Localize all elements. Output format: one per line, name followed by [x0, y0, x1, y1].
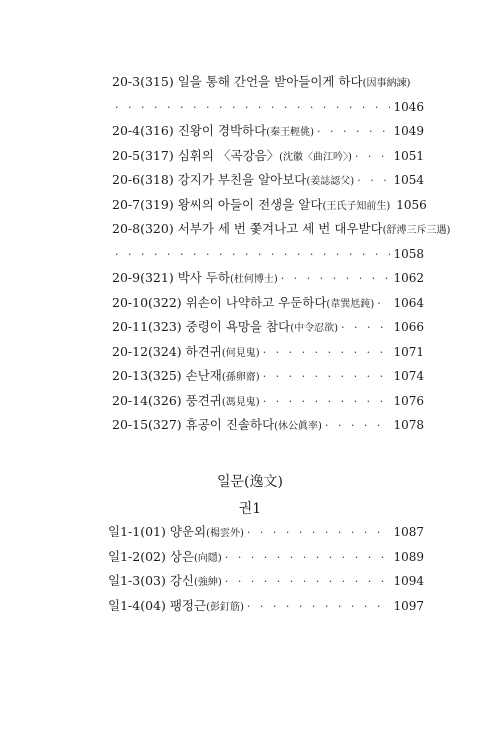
entry-page: 1046: [393, 99, 424, 114]
entry-id: 20-13(325): [112, 368, 182, 383]
toc-list-appendix: [108, 520, 424, 618]
leader-dots: [263, 365, 391, 390]
toc-entry: [112, 340, 424, 365]
entry-cjk: (沈徽〈曲江吟〉): [279, 151, 352, 163]
entry-cjk: (向隱): [194, 552, 222, 564]
entry-title: 강신: [169, 573, 195, 588]
entry-title: 강지가 부친을 알아보다: [177, 172, 307, 187]
entry-page: 1089: [393, 549, 424, 564]
entry-id: 20-12(324): [112, 343, 182, 359]
toc-entry-continuation: [112, 95, 424, 120]
leader-dots: [317, 120, 390, 145]
leader-dots: [325, 414, 391, 439]
entry-page: 1076: [393, 393, 424, 408]
entry-title: 손난재: [185, 368, 222, 383]
entry-title: 중령이 욕망을 참다: [185, 319, 291, 334]
entry-id: 일1-3(03): [108, 573, 166, 588]
entry-page: 1062: [393, 271, 424, 285]
leader-dots: [377, 292, 390, 317]
entry-cjk: (彭釘筋): [206, 601, 244, 613]
entry-id: 20-7(319): [112, 196, 174, 212]
leader-dots: [115, 96, 390, 121]
entry-page: 1097: [393, 598, 424, 613]
entry-id: 일1-1(01): [108, 524, 166, 539]
leader-dots: [247, 595, 391, 620]
entry-cjk: (因事納諫): [362, 78, 411, 89]
entry-page: 1056: [396, 197, 427, 212]
leader-dots: [115, 243, 390, 268]
toc-entry: [112, 364, 424, 389]
entry-id: 20-9(321): [112, 270, 174, 285]
entry-cjk: (孫卵齋): [221, 372, 260, 383]
entry-cjk: (王氏子知前生): [322, 200, 391, 212]
entry-page: 1074: [393, 369, 424, 383]
toc-entry: [112, 168, 424, 193]
leader-dots: [357, 169, 390, 194]
entry-id: 일1-4(04): [108, 597, 166, 613]
toc-entry: [112, 70, 424, 95]
entry-id: 20-11(323): [112, 319, 182, 334]
entry-title: 진왕이 경박하다: [177, 123, 267, 138]
entry-id: 20-4(316): [112, 123, 174, 138]
section-title: 일문(逸文): [217, 474, 283, 490]
entry-id: 20-15(327): [112, 417, 182, 432]
leader-dots: [341, 316, 390, 341]
entry-cjk: (舒溥三斥三遇): [382, 225, 451, 236]
entry-title: 휴공이 진솔하다: [185, 417, 275, 432]
toc-entry: [112, 217, 451, 242]
toc-entry: [112, 119, 424, 144]
entry-page: 1051: [393, 148, 424, 163]
toc-entry: [112, 193, 427, 218]
entry-id: 일1-2(02): [108, 548, 166, 564]
toc-entry: [112, 291, 424, 316]
entry-cjk: (秦王輕佻): [266, 127, 314, 138]
entry-title: 서부가 세 번 쫓겨나고 세 번 대우받다: [177, 221, 383, 236]
leader-dots: [263, 390, 391, 415]
entry-id: 20-5(317): [112, 147, 174, 163]
entry-title: 팽정근: [169, 597, 207, 613]
entry-id: 20-8(320): [112, 221, 174, 236]
toc-entry: [112, 144, 424, 169]
leader-dots: [225, 570, 391, 595]
toc-entry-continuation: [112, 242, 424, 267]
leader-dots: [225, 546, 391, 571]
leader-dots: [281, 267, 391, 292]
toc-entry: [108, 520, 424, 545]
entry-title: 상은: [169, 548, 195, 564]
entry-cjk: (杜何博士): [229, 274, 278, 285]
entry-id: 20-3(315): [112, 74, 174, 89]
entry-title: 일을 통해 간언을 받아들이게 하다: [177, 74, 363, 89]
entry-id: 20-6(318): [112, 172, 174, 187]
entry-title: 하견귀: [185, 343, 222, 359]
entry-cjk: (中令忍欲): [290, 323, 339, 334]
entry-id: 20-14(326): [112, 392, 182, 408]
toc-entry: [108, 594, 424, 619]
volume-title: 권1: [238, 501, 262, 517]
leader-dots: [355, 145, 391, 170]
toc-entry: [112, 315, 424, 340]
entry-title: 심휘의 〈곡강음〉: [177, 147, 280, 163]
entry-page: 1066: [393, 320, 424, 334]
entry-page: 1087: [393, 525, 424, 539]
entry-id: 20-10(322): [112, 294, 182, 310]
toc-entry: [112, 389, 424, 414]
entry-cjk: (楊雲外): [206, 528, 244, 539]
entry-page: 1058: [393, 246, 424, 261]
entry-page: 1078: [393, 418, 424, 432]
entry-page: 1049: [393, 124, 424, 138]
entry-page: 1071: [393, 344, 424, 359]
toc-list: [112, 70, 451, 438]
entry-cjk: (馮見鬼): [221, 396, 260, 408]
toc-entry: [108, 545, 424, 570]
toc-entry: [108, 569, 424, 594]
toc-entry: [112, 413, 424, 438]
entry-cjk: (姜誌認父): [306, 176, 355, 187]
leader-dots: [263, 341, 391, 366]
entry-page: 1094: [393, 574, 424, 588]
entry-page: 1054: [393, 173, 424, 187]
entry-title: 양운외: [169, 524, 207, 539]
entry-page: 1064: [393, 295, 424, 310]
entry-cjk: (休公眞率): [274, 421, 322, 432]
leader-dots: [247, 521, 391, 546]
entry-cjk: (何見鬼): [221, 347, 260, 359]
entry-cjk: (韋巽尪鈍): [326, 298, 375, 310]
toc-entry: [112, 266, 424, 291]
entry-title: 풍견귀: [185, 392, 222, 408]
entry-cjk: (強紳): [194, 577, 222, 588]
entry-title: 위손이 나약하고 우둔하다: [185, 294, 327, 310]
entry-title: 왕씨의 아들이 전생을 알다: [177, 196, 323, 212]
entry-title: 박사 두하: [177, 270, 230, 285]
